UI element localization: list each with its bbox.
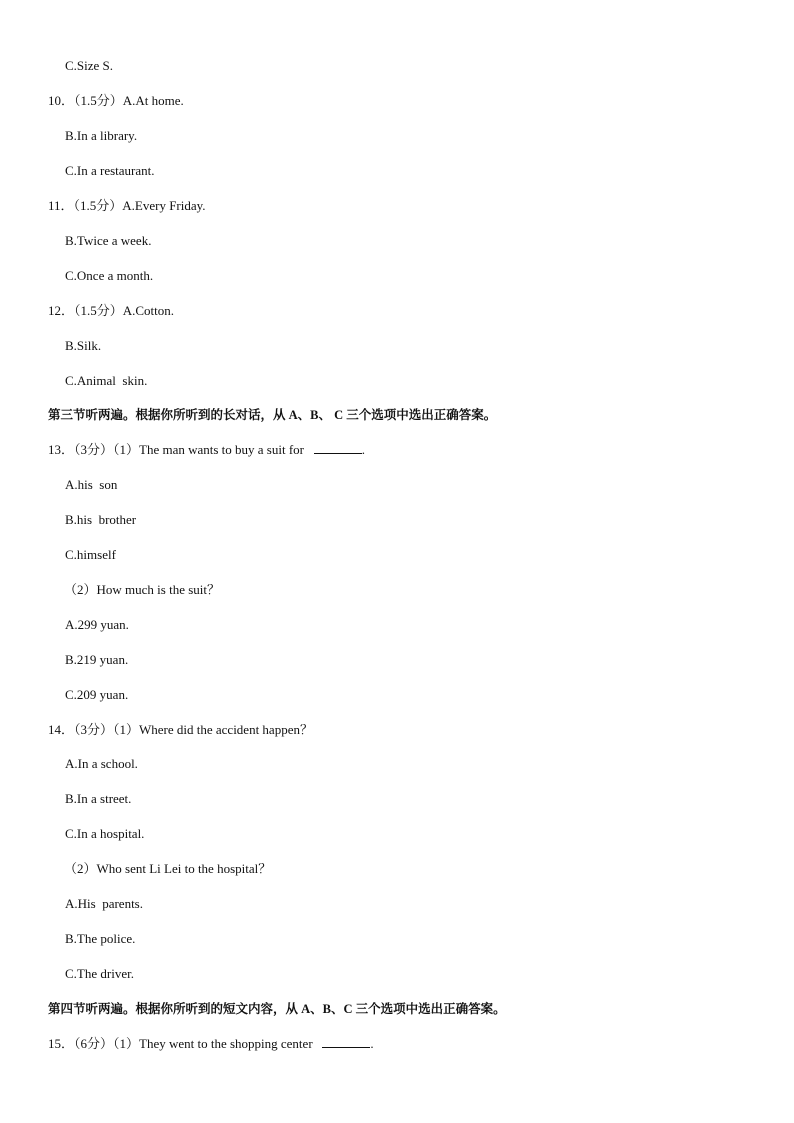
option-label: C.In a hospital. <box>65 826 145 841</box>
option-label: B.Silk. <box>65 338 102 353</box>
option-text <box>65 338 101 354</box>
option-label: B.The police. <box>65 931 136 946</box>
option-text <box>65 128 137 144</box>
option-label: B.219 yuan. <box>65 652 129 667</box>
question-11 <box>48 198 206 214</box>
option-text <box>65 268 153 284</box>
section-heading-3 <box>48 407 496 423</box>
question-10 <box>48 93 184 109</box>
option-label: C.Size S. <box>65 58 114 73</box>
option-text <box>65 617 129 633</box>
option-text <box>65 756 138 772</box>
option-text <box>65 547 116 563</box>
question-label: 10．（1.5分）A.At home. <box>48 93 184 108</box>
option-text <box>65 477 117 493</box>
option-text <box>65 652 128 668</box>
sub-question <box>64 861 271 877</box>
option-label: B.In a library. <box>65 128 138 143</box>
option-label: A.His parents. <box>65 896 143 911</box>
sub-question <box>64 582 220 598</box>
option-label: B.Twice a week. <box>65 233 152 248</box>
question-label: 14．（3分）（1）Where did the accident happen？ <box>48 722 313 737</box>
option-text <box>65 163 155 179</box>
option-label: B.In a street. <box>65 791 132 806</box>
question-15: 15．（6分）（1）They went to the shopping center . <box>48 1036 374 1051</box>
option-label: C.The driver. <box>65 966 134 981</box>
option-text <box>65 373 147 389</box>
sub-question-label: （2）How much is the suit？ <box>64 582 220 597</box>
option-label: A.his son <box>65 477 118 492</box>
option-text <box>65 931 135 947</box>
question-label: 15．（6分）（1）They went to the shopping center <box>48 1036 323 1051</box>
option-text <box>65 687 128 703</box>
section-heading-4 <box>48 1001 506 1017</box>
option-text <box>65 791 131 807</box>
option-text <box>65 896 143 912</box>
option-text <box>65 233 151 249</box>
question-14 <box>48 722 313 738</box>
option-label: C.Animal skin. <box>65 373 148 388</box>
option-text <box>65 966 134 982</box>
option-text <box>65 512 136 528</box>
option-label: C.In a restaurant. <box>65 163 155 178</box>
option-label: A.299 yuan. <box>65 617 129 632</box>
question-12 <box>48 303 174 319</box>
option-label: B.his brother <box>65 512 137 527</box>
option-label: C.Once a month. <box>65 268 154 283</box>
question-label: 13．（3分）（1）The man wants to buy a suit for <box>48 442 314 457</box>
sub-question-label: （2）Who sent Li Lei to the hospital？ <box>64 861 272 876</box>
option-label: C.himself <box>65 547 116 562</box>
question-label: 11．（1.5分）A.Every Friday. <box>48 198 206 213</box>
option-label: C.209 yuan. <box>65 687 129 702</box>
section-heading-text: 第四节听两遍。根据你所听到的短文内容，从 A、B、C 三个选项中选出正确答案。 <box>48 1002 506 1016</box>
question-13: 13．（3分）（1）The man wants to buy a suit for . <box>48 442 365 457</box>
question-label: 12．（1.5分）A.Cotton. <box>48 303 175 318</box>
answer-blank <box>314 442 362 454</box>
option-label: A.In a school. <box>65 756 138 771</box>
section-heading-text: 第三节听两遍。根据你所听到的长对话，从 A、B、 C 三个选项中选出正确答案。 <box>48 408 497 422</box>
option-text <box>65 58 113 74</box>
option-text <box>65 826 144 842</box>
answer-blank <box>322 1036 370 1048</box>
